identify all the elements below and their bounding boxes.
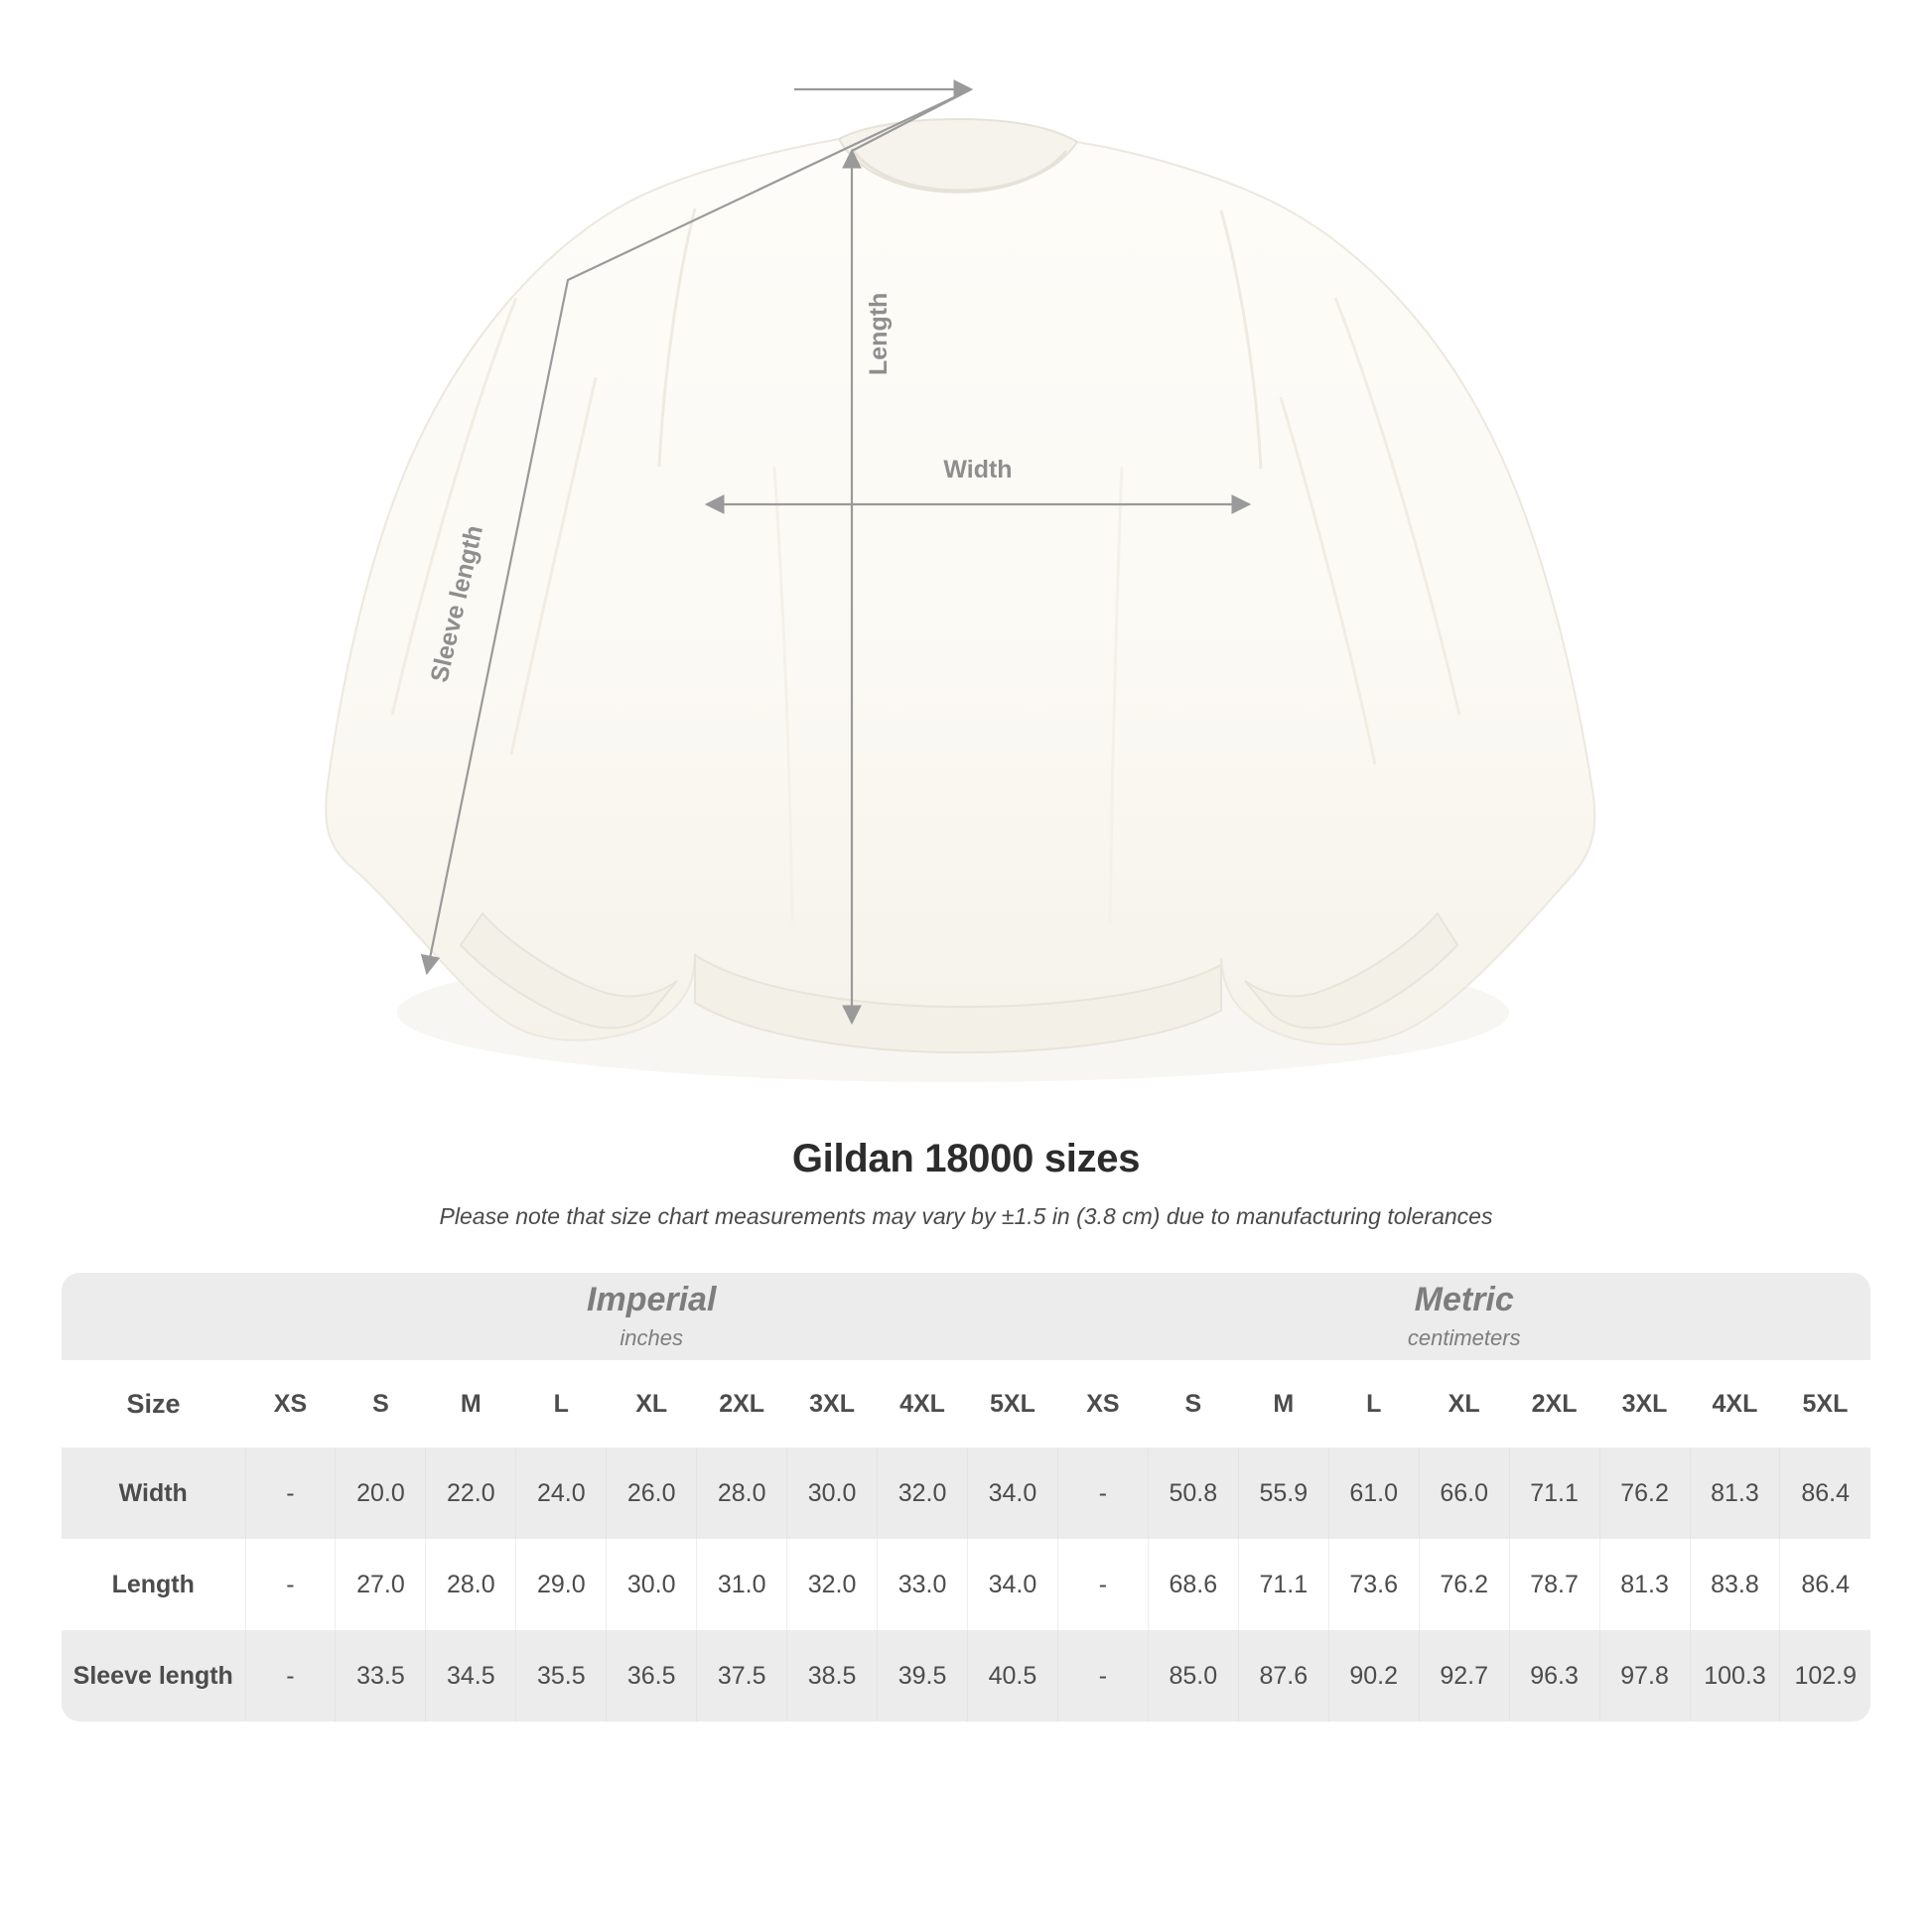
length-imperial-s: 27.0 bbox=[336, 1539, 426, 1630]
width-label: Width bbox=[943, 456, 1013, 483]
width-imperial-l: 24.0 bbox=[516, 1448, 607, 1539]
size-header-metric-s: S bbox=[1148, 1360, 1238, 1448]
size-header-imperial-xs: XS bbox=[245, 1360, 336, 1448]
width-imperial-2xl: 28.0 bbox=[697, 1448, 787, 1539]
sleeve-metric-4xl: 100.3 bbox=[1690, 1630, 1780, 1722]
width-imperial-s: 20.0 bbox=[336, 1448, 426, 1539]
sweatshirt-graphic bbox=[326, 119, 1594, 1052]
size-header-metric-3xl: 3XL bbox=[1599, 1360, 1690, 1448]
size-header-imperial-l: L bbox=[516, 1360, 607, 1448]
size-header-imperial-m: M bbox=[426, 1360, 516, 1448]
sleeve-imperial-xl: 36.5 bbox=[607, 1630, 697, 1722]
size-header-metric-m: M bbox=[1238, 1360, 1328, 1448]
imperial-sublabel: inches bbox=[620, 1324, 684, 1350]
width-metric-3xl: 76.2 bbox=[1599, 1448, 1690, 1539]
length-imperial-3xl: 32.0 bbox=[787, 1539, 878, 1630]
table-row-width bbox=[62, 1448, 1870, 1539]
sleeve-metric-xl: 92.7 bbox=[1419, 1630, 1509, 1722]
width-imperial-5xl: 34.0 bbox=[968, 1448, 1058, 1539]
length-metric-4xl: 83.8 bbox=[1690, 1539, 1780, 1630]
size-header-imperial-2xl: 2XL bbox=[697, 1360, 787, 1448]
sleeve-metric-xs: - bbox=[1057, 1630, 1148, 1722]
row-label-length: Length bbox=[62, 1539, 245, 1630]
row-label-sleeve-length: Sleeve length bbox=[62, 1630, 245, 1722]
unit-header-row bbox=[62, 1273, 1870, 1360]
sleeve-imperial-3xl: 38.5 bbox=[787, 1630, 878, 1722]
size-table-wrapper bbox=[62, 1273, 1870, 1722]
length-metric-5xl: 86.4 bbox=[1780, 1539, 1870, 1630]
width-metric-l: 61.0 bbox=[1328, 1448, 1419, 1539]
size-header-metric-5xl: 5XL bbox=[1780, 1360, 1870, 1448]
sleeve-metric-l: 90.2 bbox=[1328, 1630, 1419, 1722]
length-imperial-xl: 30.0 bbox=[607, 1539, 697, 1630]
metric-sublabel: centimeters bbox=[1407, 1324, 1521, 1350]
width-metric-xl: 66.0 bbox=[1419, 1448, 1509, 1539]
width-metric-xs: - bbox=[1057, 1448, 1148, 1539]
sleeve-metric-2xl: 96.3 bbox=[1509, 1630, 1599, 1722]
size-header-metric-xs: XS bbox=[1057, 1360, 1148, 1448]
length-imperial-l: 29.0 bbox=[516, 1539, 607, 1630]
size-header-imperial-s: S bbox=[336, 1360, 426, 1448]
imperial-label: Imperial bbox=[587, 1281, 717, 1319]
title-block bbox=[0, 1137, 1932, 1230]
width-metric-4xl: 81.3 bbox=[1690, 1448, 1780, 1539]
length-imperial-m: 28.0 bbox=[426, 1539, 516, 1630]
table-row-sleeve-length bbox=[62, 1630, 1870, 1722]
width-metric-2xl: 71.1 bbox=[1509, 1448, 1599, 1539]
sleeve-imperial-xs: - bbox=[245, 1630, 336, 1722]
metric-label: Metric bbox=[1414, 1281, 1514, 1319]
size-header-metric-2xl: 2XL bbox=[1509, 1360, 1599, 1448]
width-metric-m: 55.9 bbox=[1238, 1448, 1328, 1539]
unit-header-imperial bbox=[245, 1273, 1057, 1360]
size-table bbox=[62, 1273, 1870, 1722]
sleeve-imperial-4xl: 39.5 bbox=[878, 1630, 968, 1722]
length-imperial-xs: - bbox=[245, 1539, 336, 1630]
sleeve-metric-s: 85.0 bbox=[1148, 1630, 1238, 1722]
unit-header-spacer bbox=[62, 1273, 245, 1360]
length-metric-2xl: 78.7 bbox=[1509, 1539, 1599, 1630]
sleeve-imperial-s: 33.5 bbox=[336, 1630, 426, 1722]
tolerance-note: Please note that size chart measurements may vary by ±1.5 in (3.8 cm) due to manufacturing tolerances bbox=[439, 1203, 1493, 1229]
length-metric-xs: - bbox=[1057, 1539, 1148, 1630]
sleeve-imperial-l: 35.5 bbox=[516, 1630, 607, 1722]
length-metric-s: 68.6 bbox=[1148, 1539, 1238, 1630]
size-header-imperial-xl: XL bbox=[607, 1360, 697, 1448]
sleeve-imperial-5xl: 40.5 bbox=[968, 1630, 1058, 1722]
width-imperial-4xl: 32.0 bbox=[878, 1448, 968, 1539]
length-imperial-5xl: 34.0 bbox=[968, 1539, 1058, 1630]
size-header-metric-l: L bbox=[1328, 1360, 1419, 1448]
length-imperial-4xl: 33.0 bbox=[878, 1539, 968, 1630]
length-metric-xl: 76.2 bbox=[1419, 1539, 1509, 1630]
length-metric-3xl: 81.3 bbox=[1599, 1539, 1690, 1630]
sleeve-length-label: Sleeve length bbox=[425, 522, 488, 685]
sleeve-imperial-m: 34.5 bbox=[426, 1630, 516, 1722]
width-imperial-3xl: 30.0 bbox=[787, 1448, 878, 1539]
size-header-imperial-4xl: 4XL bbox=[878, 1360, 968, 1448]
sleeve-imperial-2xl: 37.5 bbox=[697, 1630, 787, 1722]
width-imperial-m: 22.0 bbox=[426, 1448, 516, 1539]
size-header-imperial-5xl: 5XL bbox=[968, 1360, 1058, 1448]
size-header-label: Size bbox=[62, 1360, 245, 1448]
sleeve-metric-5xl: 102.9 bbox=[1780, 1630, 1870, 1722]
size-header-metric-4xl: 4XL bbox=[1690, 1360, 1780, 1448]
sleeve-metric-3xl: 97.8 bbox=[1599, 1630, 1690, 1722]
unit-header-metric bbox=[1057, 1273, 1870, 1360]
row-label-width: Width bbox=[62, 1448, 245, 1539]
width-metric-5xl: 86.4 bbox=[1780, 1448, 1870, 1539]
size-header-row bbox=[62, 1360, 1870, 1448]
length-metric-l: 73.6 bbox=[1328, 1539, 1419, 1630]
table-row-length bbox=[62, 1539, 1870, 1630]
page-title: Gildan 18000 sizes bbox=[791, 1137, 1141, 1180]
size-header-imperial-3xl: 3XL bbox=[787, 1360, 878, 1448]
length-label: Length bbox=[865, 292, 893, 375]
sleeve-metric-m: 87.6 bbox=[1238, 1630, 1328, 1722]
size-header-metric-xl: XL bbox=[1419, 1360, 1509, 1448]
length-metric-m: 71.1 bbox=[1238, 1539, 1328, 1630]
width-metric-s: 50.8 bbox=[1148, 1448, 1238, 1539]
width-imperial-xl: 26.0 bbox=[607, 1448, 697, 1539]
length-imperial-2xl: 31.0 bbox=[697, 1539, 787, 1630]
width-imperial-xs: - bbox=[245, 1448, 336, 1539]
